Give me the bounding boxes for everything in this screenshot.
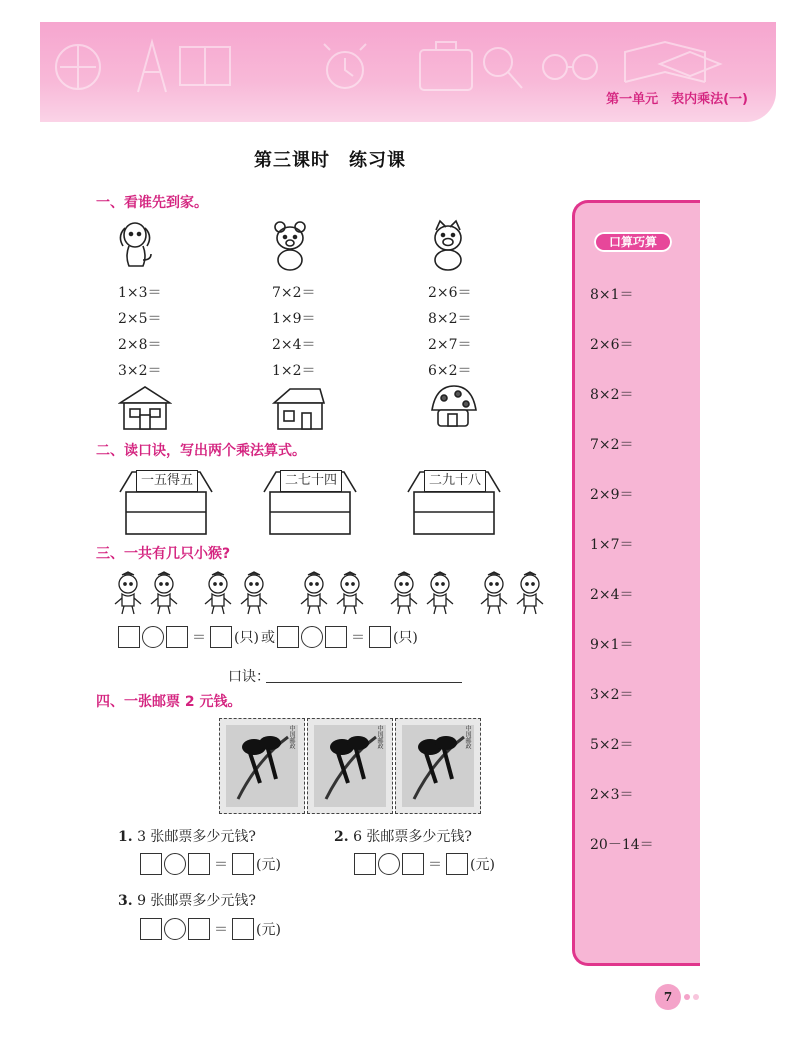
koujue-label: 口诀： xyxy=(228,669,270,685)
oral-item: 2×9＝ xyxy=(590,487,634,503)
equation-column-3 xyxy=(428,280,472,384)
stamp-text: 中国邮政 xyxy=(464,725,471,749)
oral-item: 20－14＝ xyxy=(590,837,654,853)
panel-tag: 口算巧算 xyxy=(594,232,672,252)
header-banner xyxy=(40,22,776,122)
answer-box[interactable] xyxy=(210,626,232,648)
oral-item: 7×2＝ xyxy=(590,437,634,453)
oral-item: 2×3＝ xyxy=(590,787,634,803)
equation-column-1 xyxy=(118,280,162,384)
answer-row-2 xyxy=(354,853,495,875)
dog-icon xyxy=(115,218,155,272)
equation: 8×2＝ xyxy=(428,311,472,327)
oral-item: 1×7＝ xyxy=(590,537,634,553)
answer-box[interactable] xyxy=(325,626,347,648)
section-3-title: 三、一共有几只小猴? xyxy=(96,546,231,562)
stamp-image xyxy=(219,718,305,814)
equals-sign: ＝ xyxy=(214,857,228,873)
operator-circle[interactable] xyxy=(164,853,186,875)
answer-box[interactable] xyxy=(118,626,140,648)
unit-label: (只) xyxy=(392,630,418,646)
section-1-title: 一、看谁先到家。 xyxy=(96,195,208,211)
equation: 2×6＝ xyxy=(428,285,472,301)
answer-box[interactable] xyxy=(140,918,162,940)
unit-label: (元) xyxy=(470,857,495,873)
pig-icon xyxy=(428,218,468,272)
equation: 1×2＝ xyxy=(272,363,316,379)
answer-box[interactable] xyxy=(446,853,468,875)
page-number: 7 xyxy=(655,984,681,1010)
unit-label: (元) xyxy=(256,857,281,873)
equation: 2×5＝ xyxy=(118,311,162,327)
operator-circle[interactable] xyxy=(164,918,186,940)
operator-circle[interactable] xyxy=(142,626,164,648)
operator-circle[interactable] xyxy=(301,626,323,648)
mushroom-house-icon xyxy=(428,382,478,430)
stamp-text: 中国邮政 xyxy=(288,725,295,749)
koujue-sign: 一五得五 xyxy=(136,470,198,492)
or-label: 或 xyxy=(260,630,275,646)
oral-item: 8×1＝ xyxy=(590,287,634,303)
equation: 3×2＝ xyxy=(118,363,162,379)
bear-icon xyxy=(270,218,310,272)
equation: 2×8＝ xyxy=(118,337,162,353)
equals-sign: ＝ xyxy=(192,630,206,646)
question-number: 1. xyxy=(118,829,133,845)
dot-decoration xyxy=(693,994,699,1000)
monkey-equation-row xyxy=(118,626,418,648)
question-text: 9 张邮票多少元钱? xyxy=(137,893,256,909)
equation: 7×2＝ xyxy=(272,285,316,301)
answer-box[interactable] xyxy=(354,853,376,875)
stamp-image xyxy=(395,718,481,814)
question-number: 2. xyxy=(334,829,349,845)
equation: 2×7＝ xyxy=(428,337,472,353)
oral-item: 2×4＝ xyxy=(590,587,634,603)
section-2-title: 二、读口诀，写出两个乘法算式。 xyxy=(96,443,306,459)
answer-box[interactable] xyxy=(232,918,254,940)
oral-item: 9×1＝ xyxy=(590,637,634,653)
question-text: 3 张邮票多少元钱? xyxy=(137,829,256,845)
question-number: 3. xyxy=(118,893,133,909)
answer-row-1 xyxy=(140,853,281,875)
answer-box[interactable] xyxy=(166,626,188,648)
stamp-image xyxy=(307,718,393,814)
koujue-sign: 二七十四 xyxy=(280,470,342,492)
unit-label: (只) xyxy=(234,630,259,646)
operator-circle[interactable] xyxy=(378,853,400,875)
unit-label: (元) xyxy=(256,922,281,938)
answer-row-3 xyxy=(140,918,281,940)
question-2 xyxy=(334,826,472,846)
answer-box[interactable] xyxy=(277,626,299,648)
equation: 1×3＝ xyxy=(118,285,162,301)
equals-sign: ＝ xyxy=(214,922,228,938)
equals-sign: ＝ xyxy=(428,857,442,873)
oral-item: 8×2＝ xyxy=(590,387,634,403)
house-icon xyxy=(118,385,172,431)
equals-sign: ＝ xyxy=(350,630,365,646)
house-icon xyxy=(270,385,326,431)
equation-column-2 xyxy=(272,280,316,384)
equation: 1×9＝ xyxy=(272,311,316,327)
dot-decoration xyxy=(684,994,690,1000)
answer-box[interactable] xyxy=(369,626,391,648)
koujue-answer-line[interactable] xyxy=(266,682,462,683)
unit-title: 第一单元 表内乘法(一) xyxy=(606,92,748,107)
answer-box[interactable] xyxy=(402,853,424,875)
question-3 xyxy=(118,890,256,910)
monkeys-illustration xyxy=(114,570,554,616)
section-4-title: 四、一张邮票 2 元钱。 xyxy=(96,694,242,710)
answer-box[interactable] xyxy=(188,853,210,875)
equation: 6×2＝ xyxy=(428,363,472,379)
koujue-sign: 二九十八 xyxy=(424,470,486,492)
answer-box[interactable] xyxy=(140,853,162,875)
question-1 xyxy=(118,826,256,846)
answer-box[interactable] xyxy=(188,918,210,940)
answer-box[interactable] xyxy=(232,853,254,875)
oral-item: 5×2＝ xyxy=(590,737,634,753)
stamp-text: 中国邮政 xyxy=(376,725,383,749)
lesson-title: 第三课时 练习课 xyxy=(254,150,406,171)
equation: 2×4＝ xyxy=(272,337,316,353)
oral-item: 2×6＝ xyxy=(590,337,634,353)
oral-item: 3×2＝ xyxy=(590,687,634,703)
question-text: 6 张邮票多少元钱? xyxy=(353,829,472,845)
